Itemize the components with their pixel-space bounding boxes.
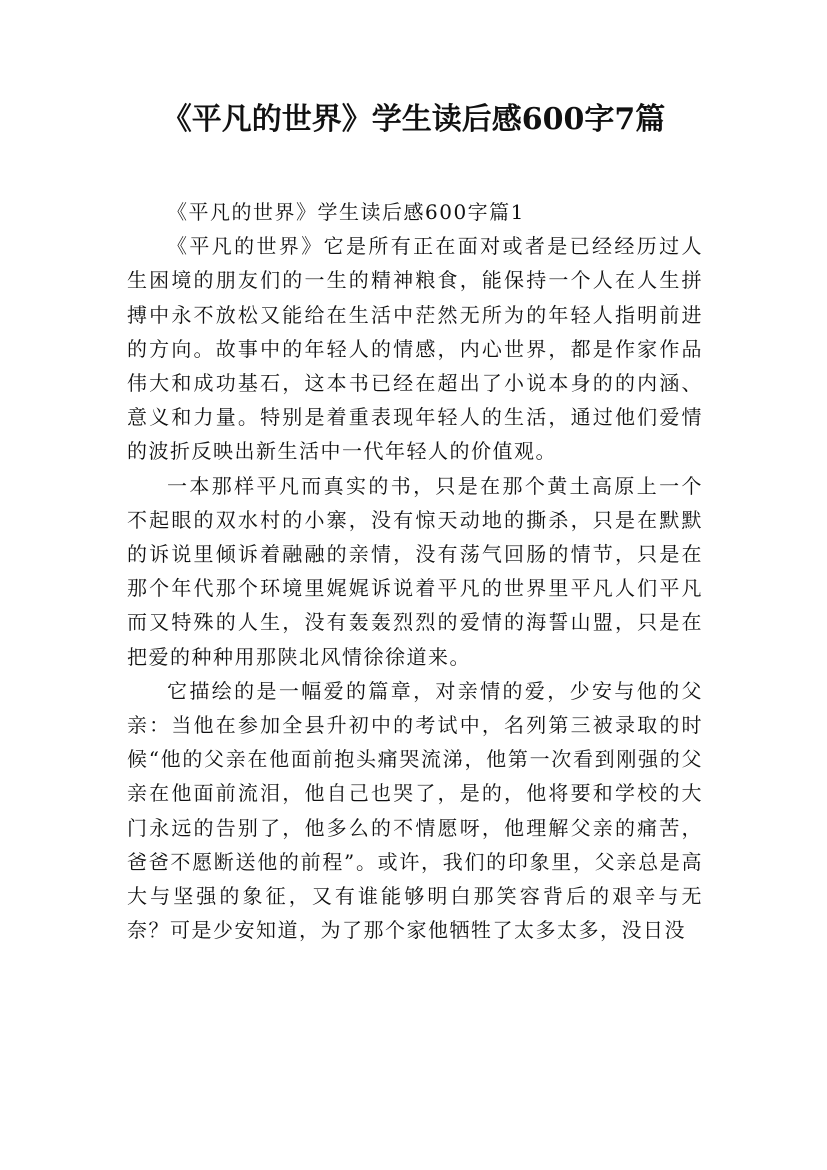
paragraph-1: 《平凡的世界》它是所有正在面对或者是已经经历过人生困境的朋友们的一生的精神粮食，能保持一个人在人生拼搏中永不放松又能给在生活中茫然无所为的年轻人指明前进的方向。故事中的年轻人的情感，内心世界，都是作家作品伟大和成功基石，这本书已经在超出了小说本身的的内涵、意义和力量。特别是着重表现年轻人的生活，通过他们爱情的波折反映出新生活中一代年轻人的价值观。 bbox=[127, 234, 703, 464]
document-title: 《平凡的世界》学生读后感600字7篇 bbox=[161, 102, 666, 137]
section-heading: 《平凡的世界》学生读后感600字篇1 bbox=[167, 200, 525, 224]
paragraph-3: 它描绘的是一幅爱的篇章，对亲情的爱，少安与他的父亲：当他在参加全县升初中的考试中，名列第三被录取的时候“他的父亲在他面前抱头痛哭流涕，他第一次看到刚强的父亲在他面前流泪，他自己也哭了，是的，他将要和学校的大门永远的告别了，他多么的不情愿呀，他理解父亲的痛苦，爸爸不愿断送他的前程”。或许，我们的印象里，父亲总是高大与坚强的象征，又有谁能够明白那笑容背后的艰辛与无奈？可是少安知道，为了那个家他牺牲了太多太多，没日没 bbox=[127, 678, 703, 943]
document-body bbox=[127, 195, 703, 947]
paragraph-2: 一本那样平凡而真实的书，只是在那个黄土高原上一个不起眼的双水村的小寨，没有惊天动地的撕杀，只是在默默的诉说里倾诉着融融的亲情，没有荡气回肠的情节，只是在那个年代那个环境里娓娓诉说着平凡的世界里平凡人们平凡而又特殊的人生，没有轰轰烈烈的爱情的海誓山盟，只是在把爱的种种用那陕北风情徐徐道来。 bbox=[127, 473, 703, 669]
